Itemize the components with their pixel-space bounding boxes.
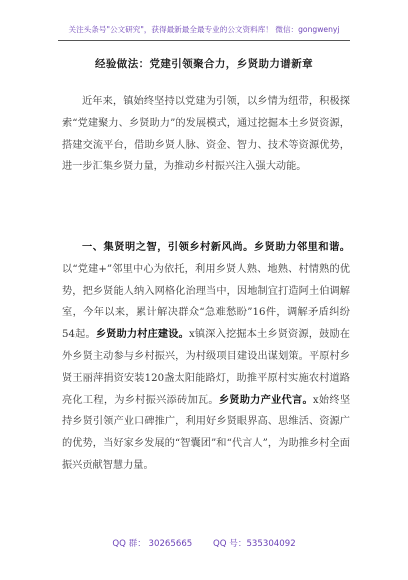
header-banner: 关注头条号"公文研究"，获得最新最全最专业的公文资料库！ 微信：gongwenyj (68, 25, 340, 34)
village-construction-text: x镇深入挖掘本土乡贤资源，鼓励在外乡贤主动参与乡村振兴，为村级项目建设出谋划策。平原村乡贤王丽萍捐资安装120盏太阳能路灯，助推平原村实施农村道路亮化工程，为乡村振兴添砖加瓦。 (62, 329, 350, 406)
section-one-paragraph (62, 237, 350, 477)
footer-qq-group: QQ 群： 30265665 (112, 539, 193, 549)
harmony-text: 以“党建+”邻里中心为依托，利用乡贤人熟、地熟、村情熟的优势，把乡贤能人纳入网格化治理当中，因地制宜打造阿土伯调解室，今年以来，累计解决群众“急难愁盼”16件，调解矛盾纠纷54起。 (62, 263, 350, 341)
footer (0, 537, 408, 549)
document-title: 经验做法：党建引领聚合力，乡贤助力谱新章 (95, 58, 313, 70)
intro-paragraph: 近年来，镇始终坚持以党建为引领，以乡情为纽带，积极探索“党建聚力、乡贤助力”的发展模式，通过挖掘本土乡贤资源，搭建交流平台，借助乡贤人脉、资金、智力、技术等资源优势，进一步汇集乡贤力量，为推动乡村振兴注入强大动能。 (62, 96, 350, 173)
subheading-village-construction: 乡贤助力村庄建设。 (95, 328, 189, 341)
subheading-industry-endorsement: 乡贤助力产业代言。 (218, 393, 313, 406)
subheading-harmony: 乡贤助力邻里和谐。 (253, 241, 350, 253)
section-one-heading: 一、集贤明之智，引领乡村新风尚。 (82, 241, 254, 253)
industry-endorsement-text: x始终坚持乡贤引领产业口碑推广，利用好乡贤眼界高、思维活、资源广的优势，当好家乡发展的“智囊团”和“代言人”，为助推乡村全面振兴贡献智慧力量。 (62, 394, 351, 471)
footer-qq-number: QQ 号：535304092 (213, 539, 296, 549)
header-rule (58, 40, 350, 41)
